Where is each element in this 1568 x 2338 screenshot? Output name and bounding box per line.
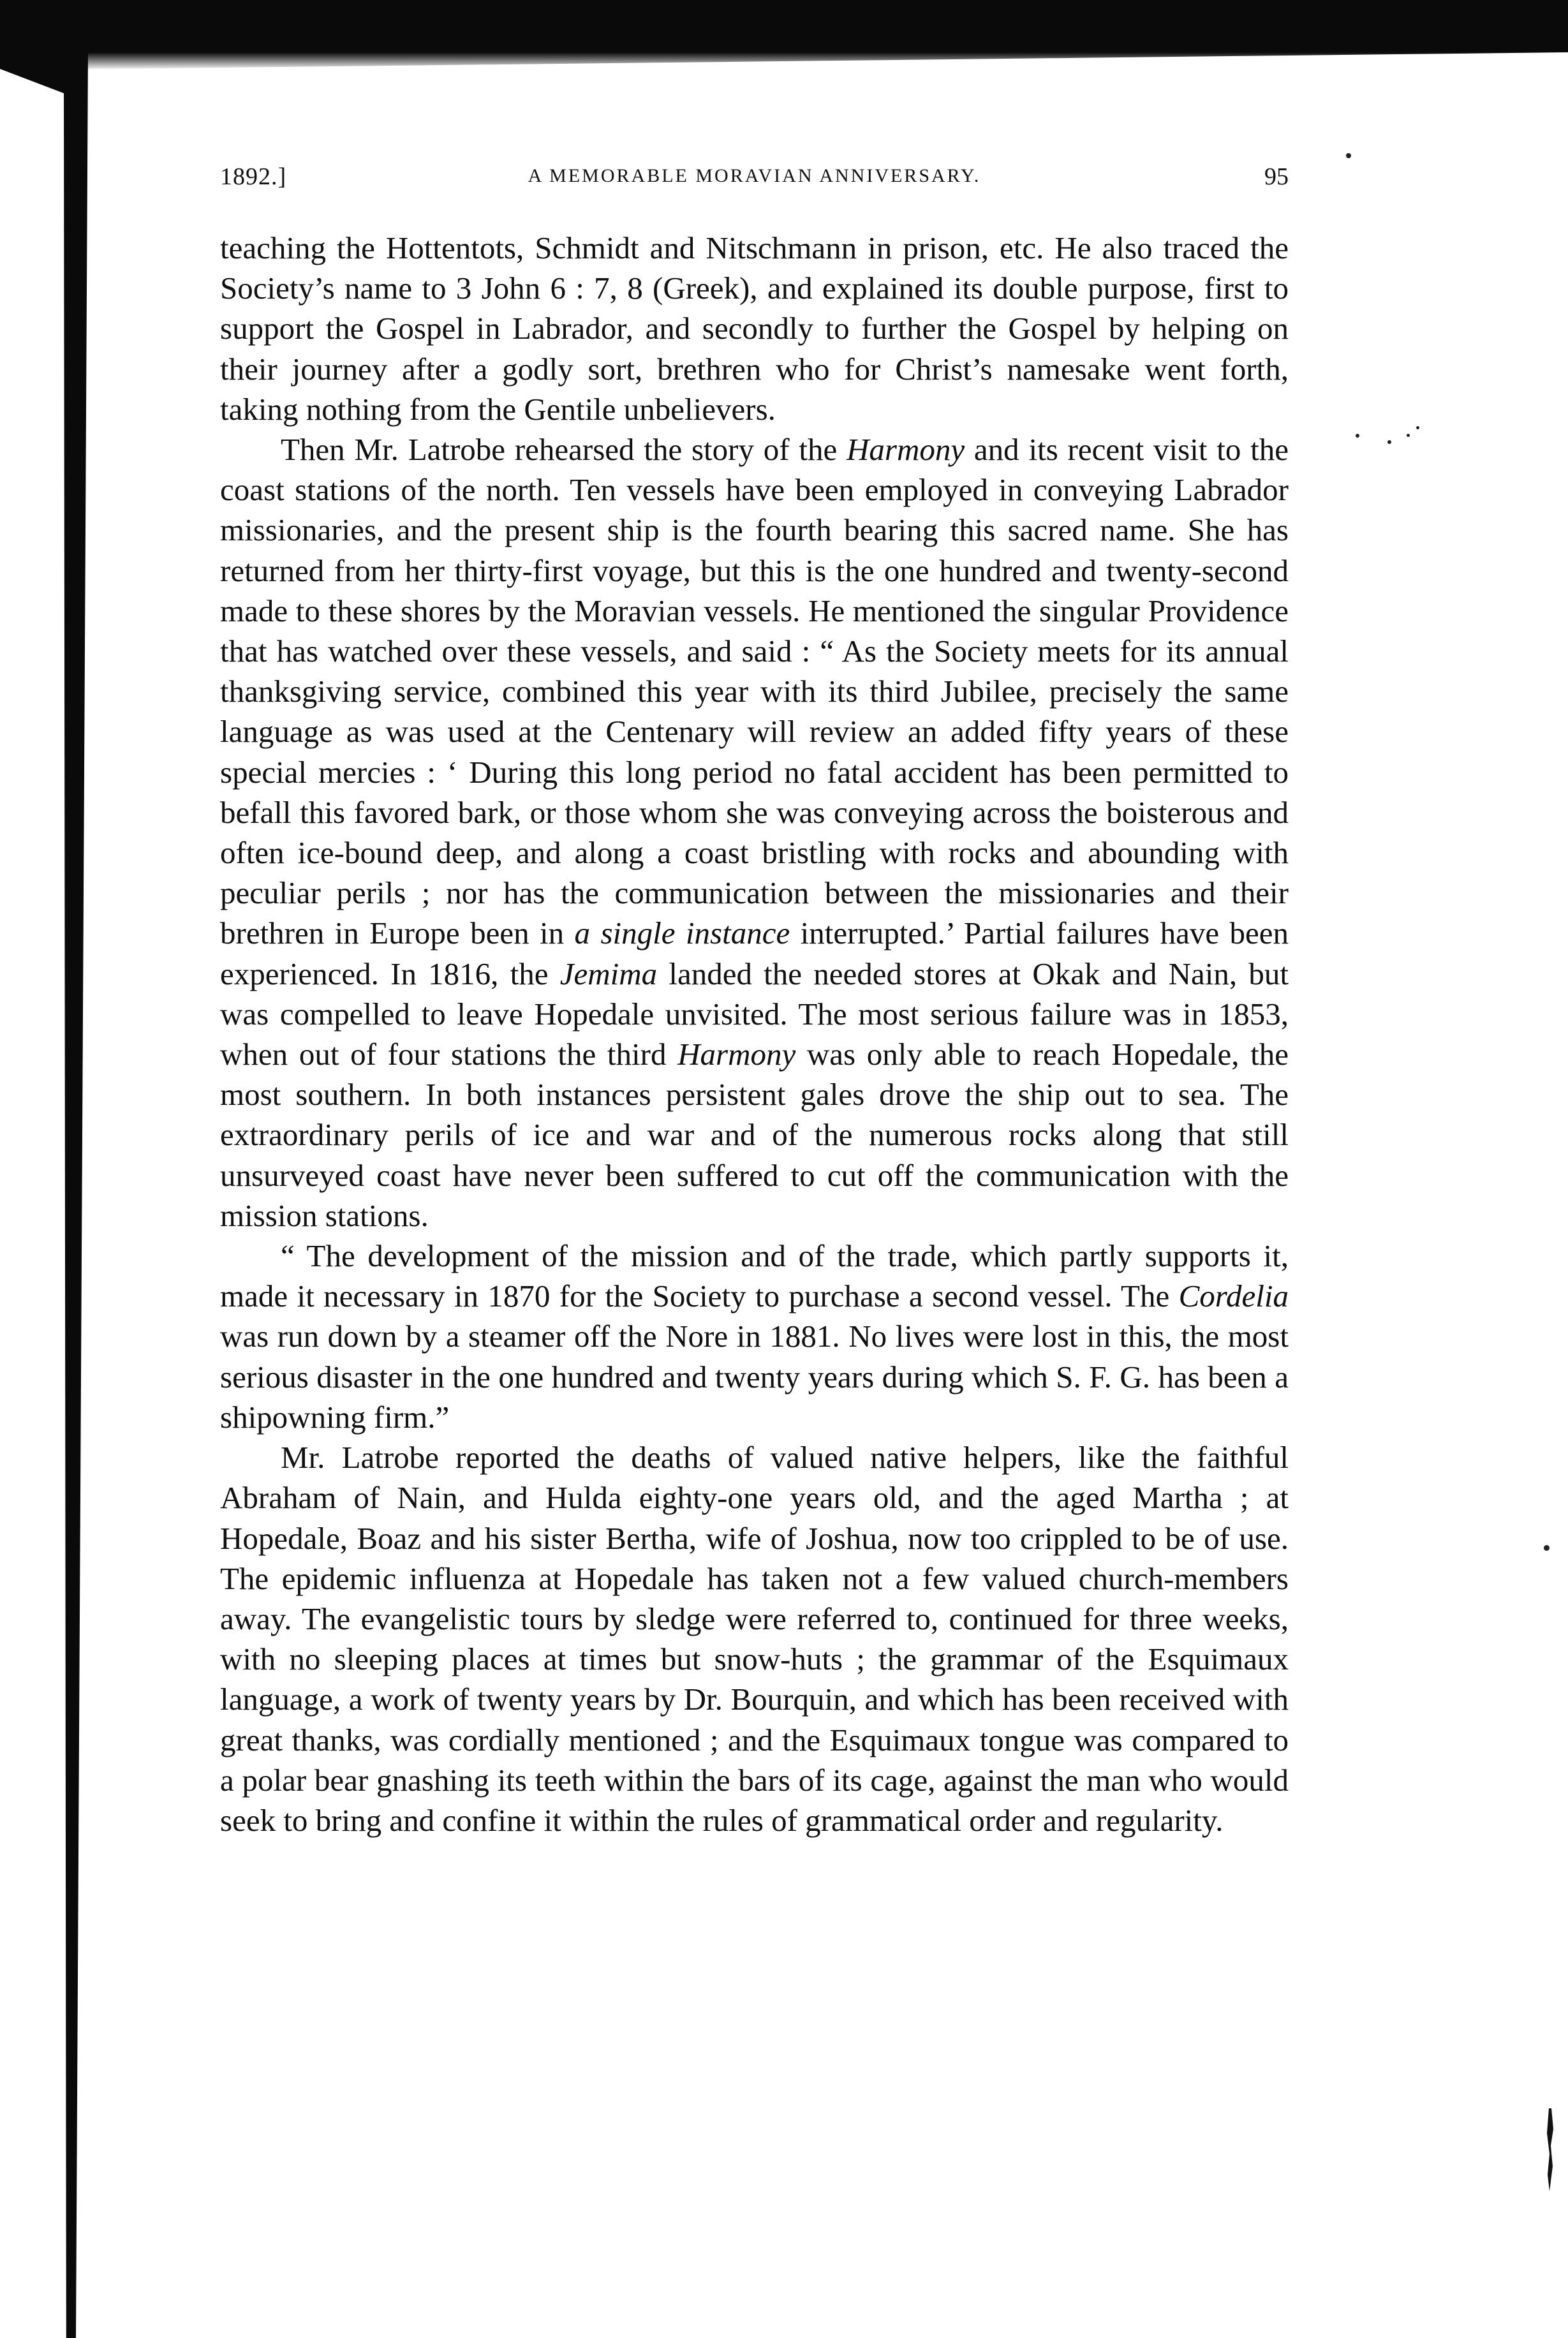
- scan-speck: [1416, 426, 1419, 429]
- paragraph: [220, 429, 1289, 1236]
- page-number: 95: [1264, 163, 1289, 190]
- paragraph-text: was run down by a steamer off the Nore in 1881. No lives were lost in this, the most serious disaster in the one hundred and twenty years during which S. F. G. has been a shipowning firm.”: [220, 1319, 1289, 1435]
- paragraph: [220, 1437, 1289, 1840]
- paragraph-text: interrupted.’ Partial failures have been experienced. In 1816, the: [220, 915, 1289, 991]
- scan-border-top-taper: [0, 45, 1568, 70]
- italic-text: Harmony: [847, 432, 965, 468]
- running-head: [220, 163, 1289, 201]
- paragraph-text: landed the needed stores at Okak and Nain, but was compelled to leave Hopedale unvisited. The most serious failure was in 1853, when out of four stations the third: [220, 956, 1289, 1072]
- paragraph-text: and its recent visit to the coast stations of the north. Ten vessels have been employed in conveying Labrador missionaries, and the present ship is the fourth bearing this sacred name. She has returned from her thirty-first voyage, but this is the one hundred and twenty-second made to these shores by the Moravian vessels. He mentioned the singular Providence that has watched over these vessels, and said : “ As the Society meets for its annual thanksgiving service, combined this year with its third Jubilee, precisely the same language as was used at the Centenary will review an added fifty years of these special mercies : ‘ During this long period no fatal accident has been permitted to befall this favored bark, or those whom she was conveying across the boisterous and often ice-bound deep, and along a coast bristling with rocks and abounding with peculiar perils ; nor has the communication between the missionaries and their brethren in Europe been in: [220, 432, 1289, 951]
- book-page: [220, 163, 1289, 1840]
- paragraph: [220, 228, 1289, 429]
- scan-speck: [1544, 1545, 1550, 1551]
- scan-speck: [1407, 434, 1410, 437]
- paragraph: [220, 1236, 1289, 1437]
- scan-speck: [1356, 434, 1359, 438]
- running-head-title: A MEMORABLE MORAVIAN ANNIVERSARY.: [528, 165, 981, 186]
- scan-speck: [1387, 440, 1391, 444]
- paragraph-text: Then Mr. Latrobe rehearsed the story of the: [281, 432, 847, 468]
- italic-text: Jemima: [559, 956, 658, 991]
- paragraph-text: “ The development of the mission and of the trade, which partly supports it, made it necessary in 1870 for the Society to purchase a second vessel. The: [220, 1238, 1289, 1314]
- scan-border-top: [0, 0, 1568, 51]
- scan-border-corner: [0, 51, 70, 96]
- paragraph-text: was only able to reach Hopedale, the most southern. In both instances persistent gales drove the ship out to sea. The extraordinary perils of ice and war and of the numerous rocks along that still unsurveyed coast have never been suffered to cut off the communication with the mission stations.: [220, 1037, 1289, 1233]
- paragraph-text: Mr. Latrobe reported the deaths of valued native helpers, like the faithful Abraham of Nain, and Hulda eighty-one years old, and the aged Martha ; at Hopedale, Boaz and his sister Bertha, wife of Joshua, now too crippled to be of use. The epidemic influenza at Hopedale has taken not a few valued church-members away. The evangelistic tours by sledge were referred to, continued for three weeks, with no sleeping places at times but snow-huts ; the grammar of the Esquimaux language, a work of twenty years by Dr. Bourquin, and which has been received with great thanks, was cordially mentioned ; and the Esquimaux tongue was compared to a polar bear gnashing its teeth within the bars of its cage, against the man who would seek to bring and confine it within the rules of grammatical order and regularity.: [220, 1440, 1289, 1838]
- italic-text: Cordelia: [1178, 1278, 1289, 1314]
- italic-text: Harmony: [677, 1037, 796, 1072]
- paragraph-text: teaching the Hottentots, Schmidt and Nitschmann in prison, etc. He also traced the Society’s name to 3 John 6 : 7, 8 (Greek), and explained its double purpose, first to support the Gospel in Labrador, and secondly to further the Gospel by helping on their journey after a godly sort, brethren who for Christ’s namesake went forth, taking nothing from the Gentile unbelievers.: [220, 230, 1289, 427]
- scan-speck: [1346, 153, 1351, 158]
- body-text: [220, 228, 1289, 1840]
- scan-border-left: [64, 51, 88, 2338]
- italic-text: a single instance: [574, 915, 790, 951]
- running-head-year: 1892.]: [220, 163, 287, 190]
- scan-edge-mark: [1547, 2108, 1553, 2191]
